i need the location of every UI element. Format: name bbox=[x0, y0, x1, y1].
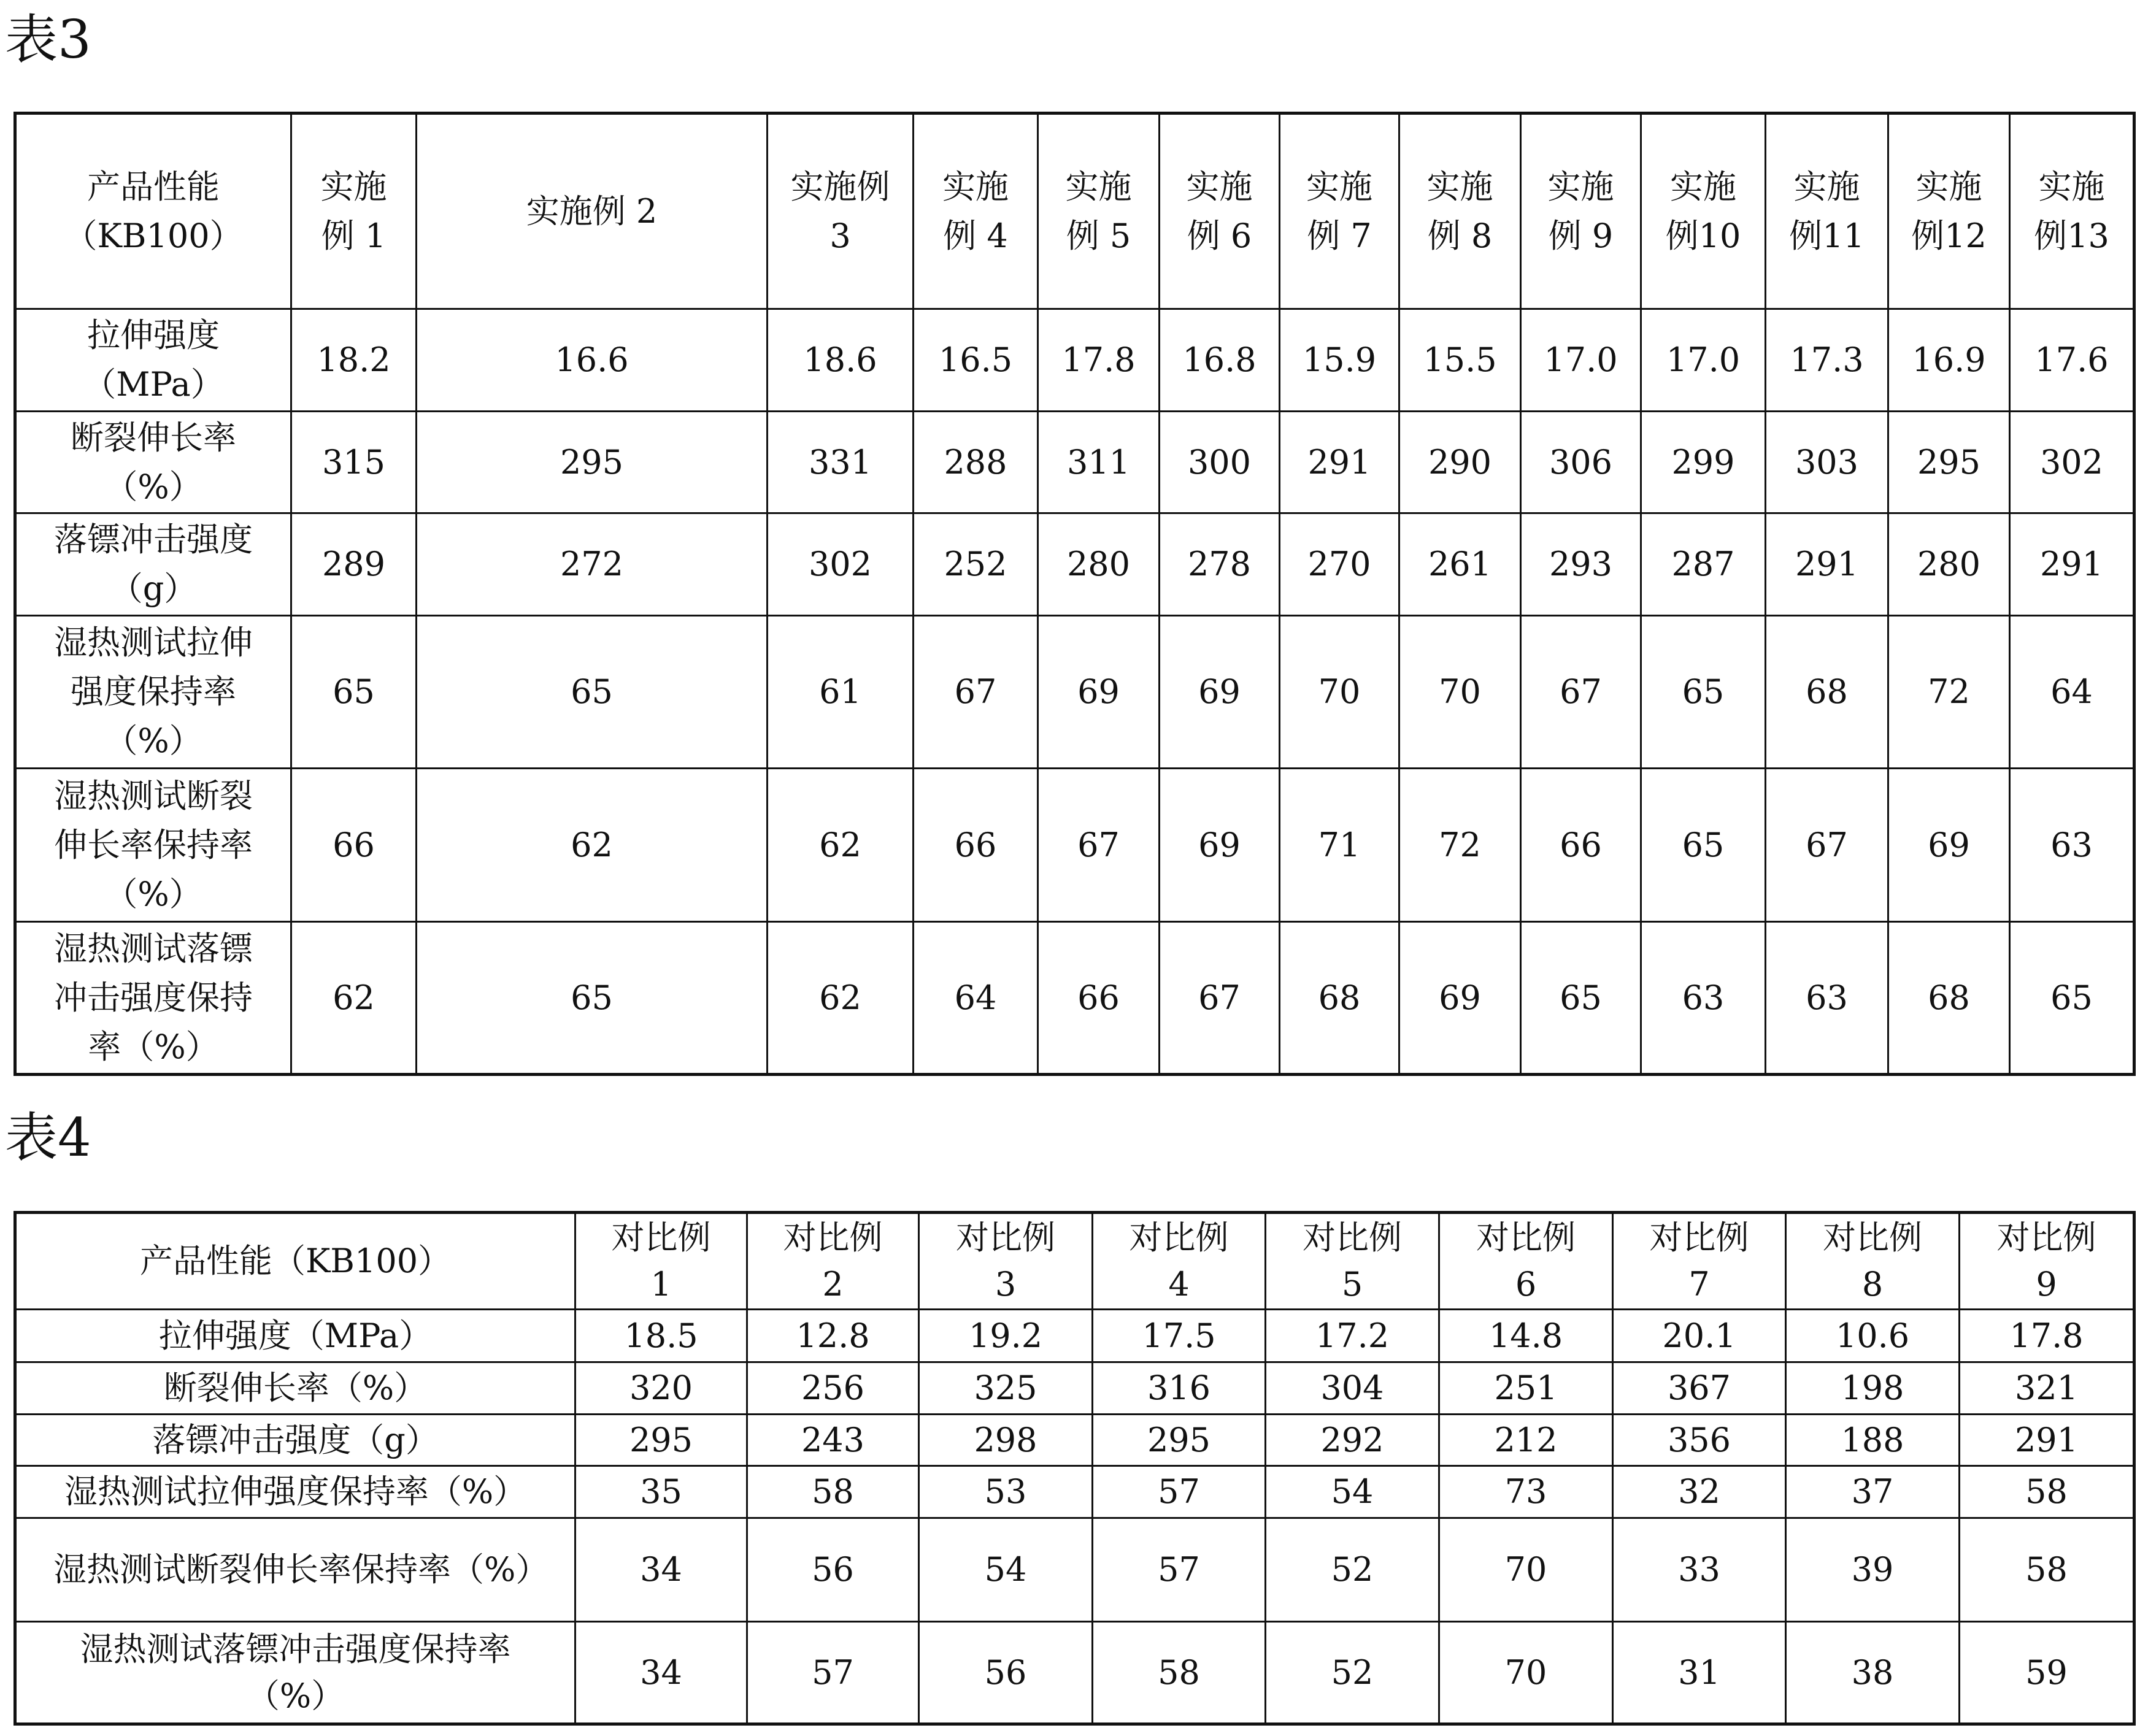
table-cell: 57 bbox=[1093, 1518, 1266, 1622]
table-cell: 66 bbox=[1521, 769, 1641, 922]
table-cell: 65 bbox=[417, 922, 768, 1075]
table-cell: 63 bbox=[1641, 922, 1766, 1075]
table-cell: 320 bbox=[575, 1362, 747, 1415]
table-cell: 65 bbox=[1641, 769, 1766, 922]
column-header: 实施例11 bbox=[1766, 113, 1888, 309]
row-label: 落镖冲击强度（g） bbox=[15, 1415, 575, 1466]
table-cell: 295 bbox=[1888, 412, 2010, 513]
table-cell: 71 bbox=[1280, 769, 1399, 922]
table-cell: 65 bbox=[1641, 616, 1766, 769]
table-cell: 306 bbox=[1521, 412, 1641, 513]
table-cell: 69 bbox=[1888, 769, 2010, 922]
table-cell: 52 bbox=[1266, 1518, 1439, 1622]
table-row bbox=[15, 1415, 2134, 1466]
table-row bbox=[15, 1310, 2134, 1362]
table-cell: 295 bbox=[417, 412, 768, 513]
table-cell: 12.8 bbox=[747, 1310, 919, 1362]
table-cell: 67 bbox=[1766, 769, 1888, 922]
table-cell: 288 bbox=[914, 412, 1038, 513]
table-cell: 17.0 bbox=[1521, 309, 1641, 412]
table-cell: 17.3 bbox=[1766, 309, 1888, 412]
table-row bbox=[15, 769, 2134, 922]
table-row bbox=[15, 513, 2134, 616]
table-cell: 67 bbox=[1160, 922, 1280, 1075]
row-label: 湿热测试落镖冲击强度保持率（%） bbox=[15, 922, 291, 1075]
table-row bbox=[15, 922, 2134, 1075]
table-3-title: 表3 bbox=[5, 9, 91, 71]
column-header: 对比例6 bbox=[1439, 1213, 1613, 1310]
table-cell: 278 bbox=[1160, 513, 1280, 616]
table-4-title: 表4 bbox=[5, 1107, 91, 1169]
table-cell: 17.6 bbox=[2010, 309, 2134, 412]
table-cell: 295 bbox=[1093, 1415, 1266, 1466]
table-cell: 256 bbox=[747, 1362, 919, 1415]
table-cell: 18.6 bbox=[768, 309, 914, 412]
table-cell: 58 bbox=[1093, 1622, 1266, 1724]
table-cell: 252 bbox=[914, 513, 1038, 616]
table-cell: 35 bbox=[575, 1466, 747, 1518]
table-cell: 56 bbox=[919, 1622, 1093, 1724]
table-cell: 188 bbox=[1786, 1415, 1960, 1466]
table-cell: 303 bbox=[1766, 412, 1888, 513]
table-cell: 62 bbox=[291, 922, 417, 1075]
column-header: 实施例13 bbox=[2010, 113, 2134, 309]
table-cell: 300 bbox=[1160, 412, 1280, 513]
table-cell: 367 bbox=[1613, 1362, 1786, 1415]
column-header: 实施例 6 bbox=[1160, 113, 1280, 309]
table-cell: 15.5 bbox=[1399, 309, 1521, 412]
table-cell: 10.6 bbox=[1786, 1310, 1960, 1362]
row-label: 落镖冲击强度（g） bbox=[15, 513, 291, 616]
table-cell: 291 bbox=[2010, 513, 2134, 616]
table-cell: 70 bbox=[1280, 616, 1399, 769]
table-cell: 270 bbox=[1280, 513, 1399, 616]
table-cell: 299 bbox=[1641, 412, 1766, 513]
table-cell: 17.5 bbox=[1093, 1310, 1266, 1362]
table-cell: 293 bbox=[1521, 513, 1641, 616]
table-cell: 53 bbox=[919, 1466, 1093, 1518]
table-cell: 37 bbox=[1786, 1466, 1960, 1518]
table-cell: 16.6 bbox=[417, 309, 768, 412]
row-label: 湿热测试落镖冲击强度保持率（%） bbox=[15, 1622, 575, 1724]
table-cell: 302 bbox=[2010, 412, 2134, 513]
table-cell: 68 bbox=[1280, 922, 1399, 1075]
table-cell: 291 bbox=[1280, 412, 1399, 513]
table-cell: 70 bbox=[1439, 1622, 1613, 1724]
table-cell: 321 bbox=[1960, 1362, 2134, 1415]
table-cell: 65 bbox=[2010, 922, 2134, 1075]
table-cell: 67 bbox=[1521, 616, 1641, 769]
table-cell: 243 bbox=[747, 1415, 919, 1466]
table-cell: 33 bbox=[1613, 1518, 1786, 1622]
column-header: 实施例12 bbox=[1888, 113, 2010, 309]
table-cell: 69 bbox=[1038, 616, 1160, 769]
table-cell: 16.9 bbox=[1888, 309, 2010, 412]
table-cell: 18.2 bbox=[291, 309, 417, 412]
table-cell: 54 bbox=[1266, 1466, 1439, 1518]
table-cell: 356 bbox=[1613, 1415, 1786, 1466]
table-cell: 291 bbox=[1960, 1415, 2134, 1466]
table-cell: 66 bbox=[1038, 922, 1160, 1075]
table-cell: 287 bbox=[1641, 513, 1766, 616]
table-cell: 69 bbox=[1160, 616, 1280, 769]
table-cell: 67 bbox=[914, 616, 1038, 769]
column-header: 实施例 3 bbox=[768, 113, 914, 309]
table-cell: 311 bbox=[1038, 412, 1160, 513]
table-cell: 69 bbox=[1399, 922, 1521, 1075]
table-cell: 58 bbox=[747, 1466, 919, 1518]
table-cell: 65 bbox=[1521, 922, 1641, 1075]
column-header: 实施例 5 bbox=[1038, 113, 1160, 309]
table-cell: 17.2 bbox=[1266, 1310, 1439, 1362]
table-cell: 251 bbox=[1439, 1362, 1613, 1415]
table-cell: 68 bbox=[1888, 922, 2010, 1075]
row-label: 湿热测试拉伸强度保持率（%） bbox=[15, 1466, 575, 1518]
table-row bbox=[15, 1622, 2134, 1724]
table-cell: 198 bbox=[1786, 1362, 1960, 1415]
table-cell: 292 bbox=[1266, 1415, 1439, 1466]
row-label: 拉伸强度（MPa） bbox=[15, 1310, 575, 1362]
table-cell: 34 bbox=[575, 1622, 747, 1724]
header-row-label: 产品性能（KB100） bbox=[15, 1213, 575, 1310]
table-cell: 58 bbox=[1960, 1466, 2134, 1518]
table-cell: 18.5 bbox=[575, 1310, 747, 1362]
table-cell: 69 bbox=[1160, 769, 1280, 922]
table-cell: 65 bbox=[291, 616, 417, 769]
table-cell: 212 bbox=[1439, 1415, 1613, 1466]
column-header: 对比例8 bbox=[1786, 1213, 1960, 1310]
column-header: 实施例 7 bbox=[1280, 113, 1399, 309]
row-label: 湿热测试拉伸强度保持率（%） bbox=[15, 616, 291, 769]
table-cell: 280 bbox=[1888, 513, 2010, 616]
row-label: 断裂伸长率（%） bbox=[15, 1362, 575, 1415]
row-label: 拉伸强度（MPa） bbox=[15, 309, 291, 412]
table-cell: 17.8 bbox=[1960, 1310, 2134, 1362]
table-cell: 15.9 bbox=[1280, 309, 1399, 412]
table-cell: 57 bbox=[1093, 1466, 1266, 1518]
table-3-header-row bbox=[15, 113, 2134, 309]
table-cell: 64 bbox=[914, 922, 1038, 1075]
column-header: 对比例2 bbox=[747, 1213, 919, 1310]
column-header: 对比例1 bbox=[575, 1213, 747, 1310]
table-cell: 34 bbox=[575, 1518, 747, 1622]
table-cell: 73 bbox=[1439, 1466, 1613, 1518]
table-cell: 39 bbox=[1786, 1518, 1960, 1622]
table-cell: 62 bbox=[768, 769, 914, 922]
table-cell: 62 bbox=[768, 922, 914, 1075]
column-header: 实施例 2 bbox=[417, 113, 768, 309]
table-cell: 59 bbox=[1960, 1622, 2134, 1724]
table-cell: 20.1 bbox=[1613, 1310, 1786, 1362]
table-cell: 70 bbox=[1399, 616, 1521, 769]
column-header: 对比例3 bbox=[919, 1213, 1093, 1310]
table-cell: 17.8 bbox=[1038, 309, 1160, 412]
table-cell: 315 bbox=[291, 412, 417, 513]
table-cell: 72 bbox=[1399, 769, 1521, 922]
table-row bbox=[15, 1466, 2134, 1518]
row-label: 断裂伸长率（%） bbox=[15, 412, 291, 513]
column-header: 实施例10 bbox=[1641, 113, 1766, 309]
row-label: 湿热测试断裂伸长率保持率（%） bbox=[15, 769, 291, 922]
table-cell: 316 bbox=[1093, 1362, 1266, 1415]
table-cell: 63 bbox=[1766, 922, 1888, 1075]
column-header: 实施例 9 bbox=[1521, 113, 1641, 309]
table-cell: 331 bbox=[768, 412, 914, 513]
table-cell: 289 bbox=[291, 513, 417, 616]
table-cell: 63 bbox=[2010, 769, 2134, 922]
table-cell: 66 bbox=[291, 769, 417, 922]
table-cell: 325 bbox=[919, 1362, 1093, 1415]
table-cell: 291 bbox=[1766, 513, 1888, 616]
table-row bbox=[15, 412, 2134, 513]
table-cell: 17.0 bbox=[1641, 309, 1766, 412]
table-cell: 261 bbox=[1399, 513, 1521, 616]
table-cell: 62 bbox=[417, 769, 768, 922]
table-cell: 67 bbox=[1038, 769, 1160, 922]
row-label: 湿热测试断裂伸长率保持率（%） bbox=[15, 1518, 575, 1622]
table-cell: 65 bbox=[417, 616, 768, 769]
column-header: 对比例9 bbox=[1960, 1213, 2134, 1310]
column-header: 对比例4 bbox=[1093, 1213, 1266, 1310]
column-header: 实施例 8 bbox=[1399, 113, 1521, 309]
table-cell: 32 bbox=[1613, 1466, 1786, 1518]
table-cell: 38 bbox=[1786, 1622, 1960, 1724]
table-cell: 72 bbox=[1888, 616, 2010, 769]
column-header: 对比例5 bbox=[1266, 1213, 1439, 1310]
table-row bbox=[15, 1362, 2134, 1415]
table-cell: 56 bbox=[747, 1518, 919, 1622]
table-cell: 298 bbox=[919, 1415, 1093, 1466]
table-cell: 66 bbox=[914, 769, 1038, 922]
table-cell: 68 bbox=[1766, 616, 1888, 769]
table-cell: 290 bbox=[1399, 412, 1521, 513]
column-header: 对比例7 bbox=[1613, 1213, 1786, 1310]
table-row bbox=[15, 616, 2134, 769]
table-cell: 19.2 bbox=[919, 1310, 1093, 1362]
table-cell: 52 bbox=[1266, 1622, 1439, 1724]
table-cell: 64 bbox=[2010, 616, 2134, 769]
table-cell: 31 bbox=[1613, 1622, 1786, 1724]
column-header: 实施例 1 bbox=[291, 113, 417, 309]
table-cell: 16.5 bbox=[914, 309, 1038, 412]
table-cell: 302 bbox=[768, 513, 914, 616]
table-row bbox=[15, 1518, 2134, 1622]
column-header: 实施例 4 bbox=[914, 113, 1038, 309]
table-cell: 272 bbox=[417, 513, 768, 616]
table-cell: 57 bbox=[747, 1622, 919, 1724]
table-4 bbox=[13, 1211, 2136, 1726]
table-cell: 304 bbox=[1266, 1362, 1439, 1415]
header-row-label: 产品性能（KB100） bbox=[15, 113, 291, 309]
table-3 bbox=[13, 112, 2136, 1076]
table-cell: 16.8 bbox=[1160, 309, 1280, 412]
table-cell: 280 bbox=[1038, 513, 1160, 616]
table-cell: 58 bbox=[1960, 1518, 2134, 1622]
table-cell: 295 bbox=[575, 1415, 747, 1466]
table-cell: 14.8 bbox=[1439, 1310, 1613, 1362]
table-4-header-row bbox=[15, 1213, 2134, 1310]
table-cell: 54 bbox=[919, 1518, 1093, 1622]
table-row bbox=[15, 309, 2134, 412]
table-cell: 70 bbox=[1439, 1518, 1613, 1622]
table-cell: 61 bbox=[768, 616, 914, 769]
